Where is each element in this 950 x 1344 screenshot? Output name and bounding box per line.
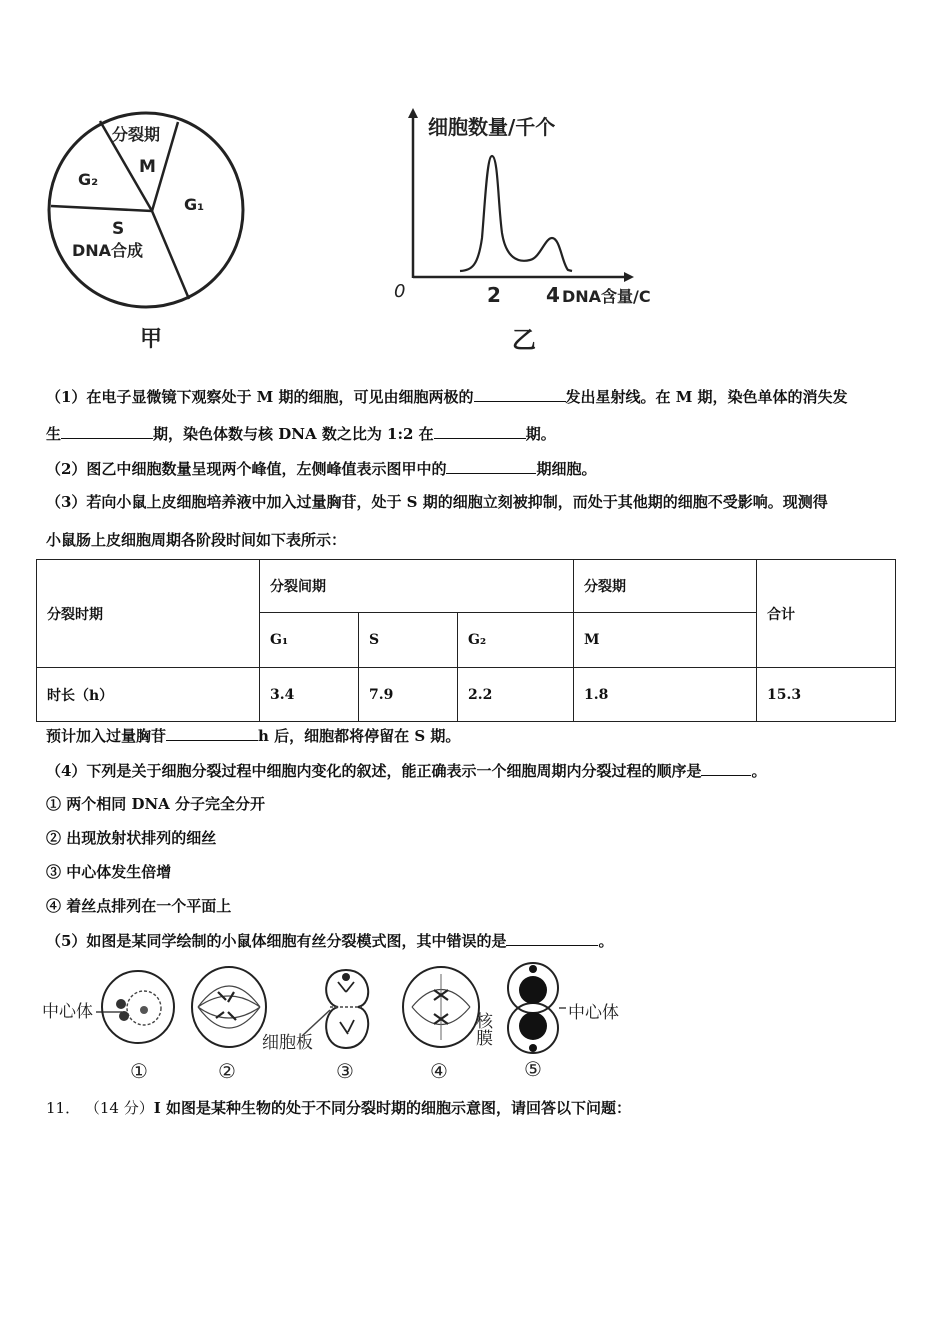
cell-2-membrane	[192, 967, 266, 1047]
table-header-stage: 分裂时期	[37, 560, 260, 668]
cell-3-chromosomes	[338, 982, 354, 1034]
q1-blank-1[interactable]	[474, 386, 566, 402]
label-cell-plate: 细胞板	[262, 1033, 313, 1053]
table-cell-total: 15.3	[757, 668, 896, 722]
q11-score: （14 分）	[84, 1099, 154, 1117]
cell-5-centriole-bottom	[529, 1044, 537, 1052]
tick-label-4: 4	[546, 283, 560, 307]
q3-answer-b: h 后，细胞都将停留在 S 期。	[258, 727, 461, 745]
q3-answer-a: 预计加入过量胸苷	[46, 727, 167, 745]
cell-1-chromatin	[140, 1006, 148, 1014]
tick-label-2: 2	[487, 283, 501, 307]
q3-line1: （3）若向小鼠上皮细胞培养液中加入过量胸苷，处于 S 期的细胞立刻被抑制，而处于其他期的细胞不受影响。现测得	[46, 493, 828, 511]
label-centrosome-left: 中心体	[42, 1002, 93, 1022]
q2-blank[interactable]	[446, 458, 536, 474]
q1-blank-2[interactable]	[61, 423, 153, 439]
table-cell-g2: 2.2	[458, 668, 574, 722]
x-axis-arrow	[624, 272, 634, 282]
q1-line2	[46, 423, 556, 444]
table-cell-g1: 3.4	[260, 668, 359, 722]
label-centrosome-right: 中心体	[568, 1003, 619, 1023]
q1-text-c: 生	[46, 425, 62, 443]
table-header-total: 合计	[757, 560, 896, 668]
q4-stem-end: 。	[751, 762, 767, 780]
q4-option-2: ② 出现放射状排列的细丝	[46, 829, 217, 847]
cell-2-spindle	[198, 986, 260, 1028]
figure-jia-cell-cycle	[44, 110, 264, 360]
segment-label-g2: G₂	[78, 170, 99, 189]
cell-1-centriole-a	[116, 999, 126, 1009]
q3-answer-line	[46, 725, 460, 746]
divider-s-g1	[152, 211, 189, 299]
cell-5-nucleus-bottom	[519, 1012, 547, 1040]
q3-blank[interactable]	[166, 725, 258, 741]
q4-blank[interactable]	[701, 760, 751, 776]
cell-number-2: ②	[218, 1059, 236, 1083]
cell-cycle-table	[36, 559, 896, 722]
figure-mitosis-models	[40, 960, 630, 1085]
q4-option-3: ③ 中心体发生倍增	[46, 863, 172, 881]
q11-line	[46, 1098, 631, 1118]
divider-g2-s	[51, 206, 152, 211]
table-row-label: 时长（h）	[37, 668, 260, 722]
table-header-mitosis: 分裂期	[574, 560, 757, 613]
q11-number: 11．	[46, 1099, 81, 1117]
q1-line1	[46, 386, 848, 407]
q2-text-a: （2）图乙中细胞数量呈现两个峰值，左侧峰值表示图甲中的	[46, 460, 447, 478]
y-axis-label: 细胞数量/千个	[428, 115, 556, 139]
figure-yi-dna-histogram	[390, 108, 700, 358]
q2-text-b: 期细胞。	[536, 460, 597, 478]
figure-jia-caption: 甲	[140, 327, 163, 352]
table-header-s: S	[359, 613, 458, 668]
q4-stem	[46, 760, 766, 781]
cell-number-4: ④	[430, 1059, 448, 1083]
q5-text-a: （5）如图是某同学绘制的小鼠体细胞有丝分裂模式图，其中错误的是	[46, 932, 507, 950]
q5-blank[interactable]	[506, 930, 598, 946]
cell-1-centriole-b	[119, 1011, 129, 1021]
table-header-m: M	[574, 613, 757, 668]
cell-number-3: ③	[336, 1059, 354, 1083]
cell-number-5: ⑤	[524, 1057, 542, 1081]
cell-5-centriole-top	[529, 965, 537, 973]
table-header-interphase: 分裂间期	[260, 560, 574, 613]
cell-5-nucleus-top	[519, 976, 547, 1004]
table-cell-s: 7.9	[359, 668, 458, 722]
q5-text-b: 。	[598, 932, 614, 950]
cell-3-membrane	[326, 970, 368, 1048]
table-header-g2: G₂	[458, 613, 574, 668]
q2-line	[46, 458, 596, 479]
q4-option-1: ① 两个相同 DNA 分子完全分开	[46, 795, 266, 813]
segment-label-m: M	[139, 157, 156, 177]
q5-line	[46, 930, 613, 951]
distribution-curve	[460, 156, 572, 271]
q1-text-d: 期，染色体数与核 DNA 数之比为 1:2 在	[153, 425, 434, 443]
label-nuclear-membrane: 核膜	[472, 1012, 492, 1046]
table-header-g1: G₁	[260, 613, 359, 668]
cell-3-pole-top	[342, 973, 350, 981]
q3-line2: 小鼠肠上皮细胞周期各阶段时间如下表所示：	[46, 531, 347, 549]
table-cell-m: 1.8	[574, 668, 757, 722]
q4-stem-text: （4）下列是关于细胞分裂过程中细胞内变化的叙述，能正确表示一个细胞周期内分裂过程的顺序是	[46, 762, 702, 780]
q1-blank-3[interactable]	[434, 423, 526, 439]
segment-label-s: S	[112, 219, 125, 239]
x-axis-label: DNA含量/C	[562, 287, 651, 306]
cell-1-membrane	[102, 971, 174, 1043]
figure-yi-caption: 乙	[512, 326, 536, 354]
q1-text-e: 期。	[525, 425, 556, 443]
cell-number-1: ①	[130, 1059, 148, 1083]
q1-text-b: 发出星射线。在 M 期，染色单体的消失发	[565, 388, 848, 406]
q1-text-a: （1）在电子显微镜下观察处于 M 期的细胞，可见由细胞两极的	[46, 388, 474, 406]
q11-text: I 如图是某种生物的处于不同分裂时期的细胞示意图，请回答以下问题：	[153, 1099, 631, 1117]
origin-label: 0	[394, 281, 406, 302]
segment-label-fenlieqi: 分裂期	[112, 125, 161, 144]
y-axis-arrow	[408, 108, 418, 118]
segment-label-dna: DNA合成	[72, 241, 144, 260]
segment-label-g1: G₁	[184, 195, 205, 214]
q4-option-4: ④ 着丝点排列在一个平面上	[46, 897, 232, 915]
